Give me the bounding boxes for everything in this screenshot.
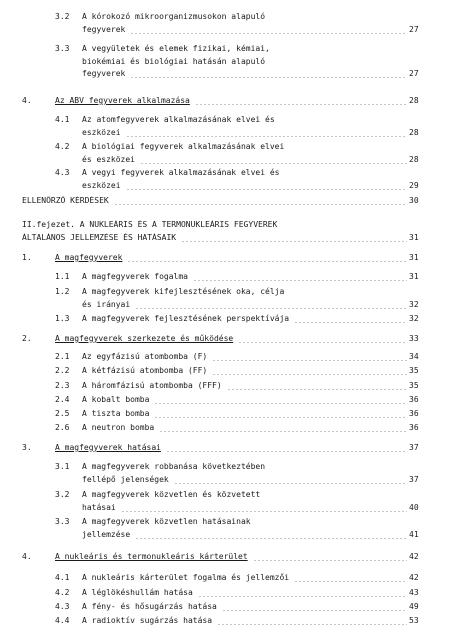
toc-page-number: 29 — [409, 180, 419, 190]
dot-leader — [253, 560, 407, 561]
toc-entry — [0, 588, 450, 599]
toc-entry — [0, 115, 450, 126]
dot-leader — [159, 431, 407, 432]
toc-entry-title: A magfegyverek közvetlen és közvetett — [82, 490, 261, 499]
toc-page-number: 28 — [409, 96, 419, 105]
dot-leader — [154, 403, 407, 404]
toc-entry-number: 4.3 — [55, 602, 70, 611]
toc-entry — [0, 381, 450, 392]
toc-page-number: 37 — [409, 443, 419, 452]
toc-entry — [0, 220, 450, 231]
toc-entry-title: A kórokozó mikroorganizmusokon alapuló — [82, 12, 266, 21]
toc-page-number: 30 — [409, 196, 419, 205]
toc-entry — [0, 155, 450, 166]
toc-entry — [0, 57, 450, 68]
toc-entry-title: A vegyületek és elemek fizikai, kémiai, — [82, 44, 270, 53]
toc-entry-title: A magfegyverek kifejlesztésének oka, célja — [82, 287, 285, 296]
toc-entry — [0, 530, 450, 541]
toc-page-number: 28 — [409, 127, 419, 137]
toc-entry — [0, 181, 450, 192]
toc-entry-title: és irányai — [82, 299, 131, 309]
toc-entry-title: A magfegyverek fejlesztésének perspektívája — [82, 314, 290, 323]
toc-entry — [0, 517, 450, 528]
dot-leader — [222, 610, 407, 611]
toc-entry-title: A fény- és hősugárzás hatása — [82, 602, 217, 611]
dot-leader — [127, 261, 407, 262]
toc-entry-title: A nukleáris kárterület fogalma és jellemzői — [82, 573, 290, 582]
toc-entry — [0, 352, 450, 363]
toc-entry-title: A magfegyverek — [55, 253, 123, 262]
toc-entry — [0, 314, 450, 325]
toc-entry — [0, 44, 450, 55]
dot-leader — [140, 163, 407, 164]
toc-page-number: 36 — [409, 423, 419, 432]
dot-leader — [121, 511, 407, 512]
toc-entry-number: 3.3 — [55, 517, 70, 526]
toc-entry-number: 3.1 — [55, 462, 70, 471]
toc-entry — [0, 475, 450, 486]
dot-leader — [294, 581, 407, 582]
toc-page-number: 36 — [409, 395, 419, 404]
toc-entry — [0, 128, 450, 139]
toc-entry-title: A vegyi fegyverek alkalmazásának elvei és — [82, 168, 280, 177]
dot-leader — [212, 374, 407, 375]
toc-entry-title: A magfegyverek fogalma — [82, 272, 188, 281]
toc-entry — [0, 12, 450, 23]
toc-page-number: 36 — [409, 409, 419, 418]
toc-entry-number: 3.2 — [55, 490, 70, 499]
dot-leader — [135, 308, 407, 309]
dot-leader — [227, 389, 407, 390]
toc-entry-title: A háromfázisú atombomba (FFF) — [82, 381, 222, 390]
toc-entry — [0, 272, 450, 283]
toc-entry — [0, 409, 450, 420]
toc-entry-number: 2.2 — [55, 366, 70, 375]
toc-entry-title: ÁLTALÁNOS JELLEMZÉSE ÉS HATÁSAIK — [22, 232, 177, 242]
toc-entry-title: fegyverek — [82, 24, 126, 34]
toc-entry-title: A léglökéshullám hatása — [82, 588, 193, 597]
toc-entry — [0, 253, 450, 264]
toc-entry-number: 4.2 — [55, 142, 70, 151]
toc-page-number: 31 — [409, 272, 419, 281]
toc-page-number: 42 — [409, 573, 419, 582]
dot-leader — [238, 342, 407, 343]
toc-entry — [0, 395, 450, 406]
toc-entry — [0, 233, 450, 244]
toc-page-number: 41 — [409, 529, 419, 539]
toc-page-number: 40 — [409, 502, 419, 512]
toc-entry-number: 1. — [22, 253, 32, 262]
toc-page-number: 37 — [409, 474, 419, 484]
toc-entry-title: eszközei — [82, 127, 121, 137]
toc-entry-number: 4.2 — [55, 588, 70, 597]
toc-entry — [0, 573, 450, 584]
toc-entry-title: A biológiai fegyverek alkalmazásának elvei — [82, 142, 285, 151]
toc-entry-title: fellépő jelenségek — [82, 474, 169, 484]
toc-page-number: 28 — [409, 154, 419, 164]
dot-leader — [181, 241, 407, 242]
toc-entry-number: 4. — [22, 96, 32, 105]
toc-entry-number: 3. — [22, 443, 32, 452]
toc-entry — [0, 423, 450, 434]
toc-entry — [0, 334, 450, 345]
toc-page-number: 31 — [409, 232, 419, 242]
toc-entry — [0, 503, 450, 514]
toc-entry-number: 4. — [22, 552, 32, 561]
toc-entry-title: A kobalt bomba — [82, 395, 150, 404]
toc-page-number: 31 — [409, 253, 419, 262]
toc-entry-number: 4.3 — [55, 168, 70, 177]
toc-entry-number: 2.4 — [55, 395, 70, 404]
toc-entry — [0, 552, 450, 563]
toc-entry — [0, 25, 450, 36]
dot-leader — [130, 33, 407, 34]
toc-entry-title: A radioktív sugárzás hatása — [82, 616, 213, 625]
toc-entry — [0, 69, 450, 80]
toc-page-number: 32 — [409, 299, 419, 309]
toc-entry-title: A magfegyverek közvetlen hatásainak — [82, 517, 251, 526]
toc-entry — [0, 462, 450, 473]
toc-page-number: 33 — [409, 334, 419, 343]
toc-entry-title: Az egyfázisú atombomba (F) — [82, 352, 208, 361]
toc-entry-number: 4.1 — [55, 573, 70, 582]
toc-entry-number: 3.3 — [55, 44, 70, 53]
toc-entry-title: eszközei — [82, 180, 121, 190]
toc-page-number: 34 — [409, 352, 419, 361]
toc-page-number: 32 — [409, 314, 419, 323]
toc-entry-number: 4.1 — [55, 115, 70, 124]
toc-page-number: 43 — [409, 588, 419, 597]
toc-entry — [0, 300, 450, 311]
toc-entry-title: A kétfázisú atombomba (FF) — [82, 366, 208, 375]
toc-entry — [0, 287, 450, 298]
toc-entry-number: 1.2 — [55, 287, 70, 296]
dot-leader — [126, 189, 407, 190]
dot-leader — [193, 280, 407, 281]
toc-entry — [0, 196, 450, 207]
toc-entry-title: Az atomfegyverek alkalmazásának elvei és — [82, 115, 275, 124]
toc-entry-title: hatásai — [82, 502, 116, 512]
dot-leader — [114, 204, 407, 205]
toc-entry-title: A magfegyverek hatásai — [55, 443, 161, 452]
toc-entry-number: 2.5 — [55, 409, 70, 418]
toc-entry-title: A neutron bomba — [82, 423, 155, 432]
toc-entry-number: 1.3 — [55, 314, 70, 323]
dot-leader — [212, 360, 407, 361]
toc-entry-title: A nukleáris és termonukleáris kárterület — [55, 552, 248, 561]
toc-page-number: 42 — [409, 552, 419, 561]
toc-entry-title: A magfegyverek robbanása következtében — [82, 462, 266, 471]
toc-entry-title: II.fejezet. A NUKLEÁRIS ÉS A TERMONUKLEÁRIS FEGYVEREK — [22, 220, 278, 229]
toc-page-number: 35 — [409, 381, 419, 390]
toc-entry — [0, 602, 450, 613]
dot-leader — [130, 77, 407, 78]
dot-leader — [217, 624, 407, 625]
toc-entry-title: jellemzése — [82, 529, 131, 539]
toc-entry — [0, 96, 450, 107]
dot-leader — [126, 136, 407, 137]
toc-entry — [0, 616, 450, 627]
toc-entry-number: 3.2 — [55, 12, 70, 21]
dot-leader — [198, 596, 407, 597]
dot-leader — [294, 322, 407, 323]
toc-entry-title: ELLENŐRZŐ KÉRDÉSEK — [22, 196, 109, 205]
toc-page-number: 49 — [409, 602, 419, 611]
toc-entry — [0, 490, 450, 501]
toc-entry-number: 2.3 — [55, 381, 70, 390]
toc-entry-title: és eszközei — [82, 154, 135, 164]
dot-leader — [166, 451, 407, 452]
toc-entry-title: biokémiai és biológiai hatásán alapuló — [82, 56, 266, 66]
toc-entry — [0, 366, 450, 377]
toc-page-number: 35 — [409, 366, 419, 375]
toc-entry — [0, 168, 450, 179]
toc-entry-title: fegyverek — [82, 69, 126, 79]
toc-entry-number: 2. — [22, 334, 32, 343]
toc-entry-number: 2.1 — [55, 352, 70, 361]
toc-entry — [0, 443, 450, 454]
toc-entry-number: 2.6 — [55, 423, 70, 432]
toc-entry-number: 4.4 — [55, 616, 70, 625]
toc-page-number: 27 — [409, 24, 419, 34]
toc-page-number: 27 — [409, 69, 419, 79]
toc-entry-number: 1.1 — [55, 272, 70, 281]
dot-leader — [174, 483, 407, 484]
dot-leader — [135, 538, 407, 539]
toc-entry-title: Az ABV fegyverek alkalmazása — [55, 96, 190, 105]
toc-entry-title: A tiszta bomba — [82, 409, 150, 418]
toc-entry — [0, 142, 450, 153]
dot-leader — [195, 104, 407, 105]
dot-leader — [154, 417, 407, 418]
toc-page-number: 53 — [409, 616, 419, 625]
toc-entry-title: A magfegyverek szerkezete és működése — [55, 334, 234, 343]
